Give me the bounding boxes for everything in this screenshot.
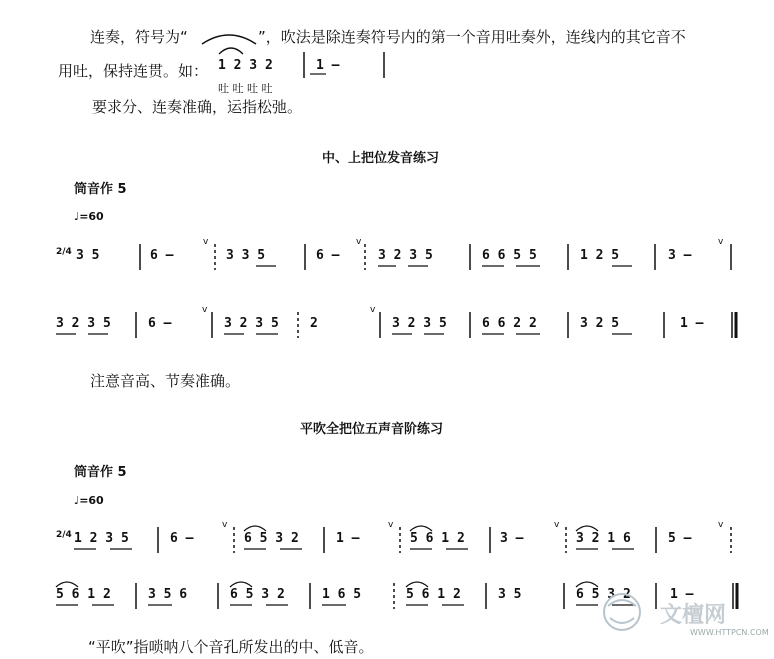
ex1-r1-barlines — [0, 237, 774, 284]
example-end: 1 – — [316, 58, 340, 73]
svg-text:v: v — [370, 305, 376, 315]
svg-text:v: v — [356, 237, 362, 247]
svg-text:v: v — [718, 237, 724, 247]
ex2-r2-m6: 3 5 — [498, 587, 522, 602]
example-barlines — [290, 50, 390, 84]
svg-text:v: v — [202, 305, 208, 315]
ex1-r2-m7: 3 2 5 — [580, 316, 620, 331]
ex2-r2-m2: 3 5 6 — [148, 587, 188, 602]
ex2-title: 平吹全把位五声音阶练习 — [300, 422, 444, 437]
ex1-r2-m2: 6 – — [148, 316, 172, 331]
ex1-row2 — [0, 305, 774, 352]
ex1-r1-m3: 3 3 5 — [226, 248, 266, 263]
example-notes: 1 2 3 2 — [218, 58, 273, 73]
ex2-r1-m2: 6 – — [170, 531, 194, 546]
ex1-r1-m1: 3 5 — [76, 248, 100, 263]
ex1-title: 中、上把位发音练习 — [322, 151, 440, 166]
ex1-r2-m5: 3 2 3 5 — [392, 316, 447, 331]
ex2-time-signature: 2/4 — [56, 530, 72, 540]
ex2-row1 — [0, 520, 774, 567]
tongue-marks: 吐 吐 吐 吐 — [218, 82, 273, 95]
svg-text:v: v — [554, 520, 560, 530]
ex2-r1-m6: 3 – — [500, 531, 524, 546]
ex2-tempo: ♩=60 — [74, 494, 104, 507]
watermark-logo — [590, 588, 654, 636]
ex2-r2-barlines — [0, 583, 774, 623]
ex2-r2-m5: 5 6 1 2 — [406, 587, 461, 602]
intro-line3: 要求分、连奏准确，运指松弛。 — [92, 98, 303, 116]
svg-text:v: v — [718, 520, 724, 530]
ex2-r2-m7: 6 5 3 2 — [576, 587, 631, 602]
ex2-row2 — [0, 583, 774, 623]
ex2-key: 筒音作 5 — [74, 465, 127, 480]
ex1-note: 注意音高、节奏准确。 — [90, 372, 241, 390]
svg-text:v: v — [222, 520, 228, 530]
ex1-r1-m8: 3 – — [668, 248, 692, 263]
svg-text:v: v — [388, 520, 394, 530]
ex1-r2-m8: 1 – — [680, 316, 704, 331]
ex2-r1-m5: 5 6 1 2 — [410, 531, 465, 546]
watermark-url: WWW.HTTPCN.COM — [690, 628, 769, 637]
watermark-brand: 文檀网 — [660, 603, 727, 628]
ex1-r2-m3: 3 2 3 5 — [224, 316, 279, 331]
ex1-tempo: ♩=60 — [74, 210, 104, 223]
ex1-r2-m1: 3 2 3 5 — [56, 316, 111, 331]
ex2-r1-m7: 3 2 1 6 — [576, 531, 631, 546]
ex1-time-signature: 2/4 — [56, 247, 72, 257]
ex1-r1-m6: 6 6 5 5 — [482, 248, 537, 263]
ex2-r2-m4: 1 6 5 — [322, 587, 362, 602]
ex2-footer: “平吹”指唢呐八个音孔所发出的中、低音。 — [88, 638, 374, 656]
ex1-r1-m4: 6 – — [316, 248, 340, 263]
ex1-r2-barlines — [0, 305, 774, 352]
ex1-r1-m7: 1 2 5 — [580, 248, 620, 263]
ex1-row1 — [0, 237, 774, 284]
example-slur — [216, 44, 246, 56]
ex2-r2-m1: 5 6 1 2 — [56, 587, 111, 602]
ex1-key: 筒音作 5 — [74, 182, 127, 197]
intro-line1-a: 连奏，符号为“ — [90, 28, 188, 46]
svg-text:v: v — [203, 237, 209, 247]
ex2-r2-m3: 6 5 3 2 — [230, 587, 285, 602]
ex1-r1-m2: 6 – — [150, 248, 174, 263]
ex1-r1-m5: 3 2 3 5 — [378, 248, 433, 263]
intro-line2: 用吐，保持连贯。如： — [58, 62, 209, 80]
ex2-r1-m4: 1 – — [336, 531, 360, 546]
ex2-r1-barlines — [0, 520, 774, 567]
intro-line1-b: ”，吹法是除连奏符号内的第一个音用吐奏外，连线内的其它音不 — [258, 28, 686, 46]
ex1-r2-m4: 2 — [310, 316, 318, 331]
ex2-r1-m8: 5 – — [668, 531, 692, 546]
ex2-r1-m1: 1 2 3 5 — [74, 531, 129, 546]
ex2-r1-m3: 6 5 3 2 — [244, 531, 299, 546]
ex2-r2-m8: 1 – — [670, 587, 694, 602]
ex1-r2-m6: 6 6 2 2 — [482, 316, 537, 331]
